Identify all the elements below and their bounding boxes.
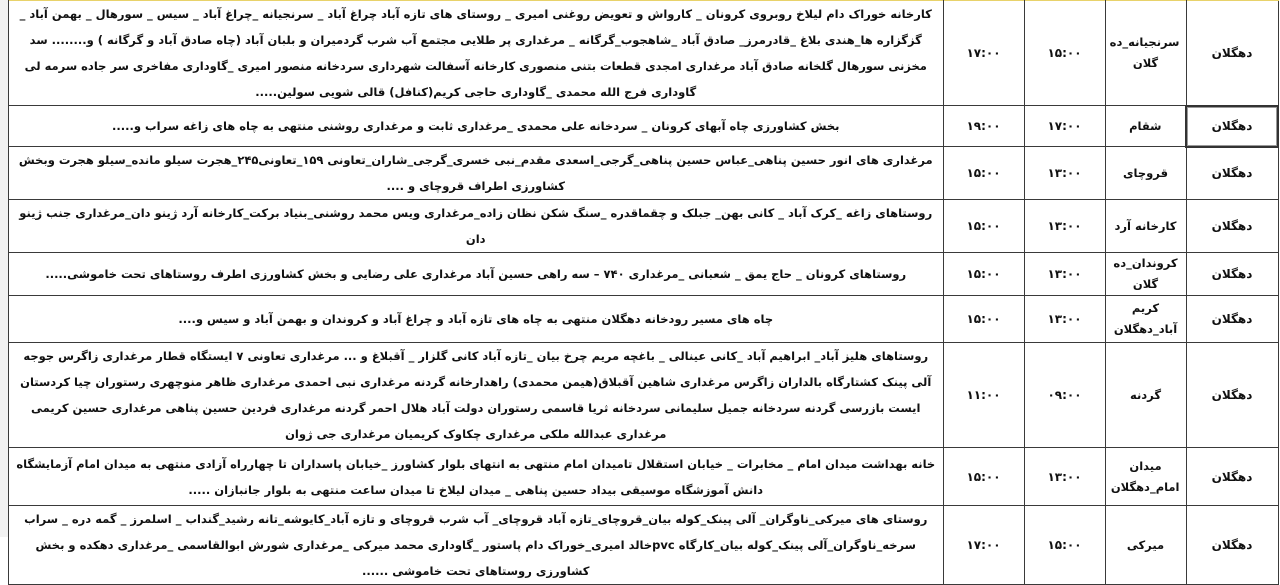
- table-row: [9, 506, 1279, 585]
- description-cell[interactable]: چاه های مسیر رودخانه دهگلان منتهی به چاه های تازه آباد و چراغ آباد و کروندان و بهمن آباد و سیس و....: [9, 296, 944, 343]
- table-row: [9, 296, 1279, 343]
- area-cell[interactable]: کارخانه آرد: [1105, 200, 1186, 253]
- city-cell[interactable]: دهگلان: [1186, 343, 1278, 448]
- city-cell[interactable]: دهگلان: [1186, 296, 1278, 343]
- city-cell[interactable]: دهگلان: [1186, 1, 1278, 106]
- area-cell[interactable]: سرنجیانه_ده گلان: [1105, 1, 1186, 106]
- city-cell[interactable]: دهگلان: [1186, 253, 1278, 296]
- area-cell[interactable]: کروندان_ده گلان: [1105, 253, 1186, 296]
- end-time-cell[interactable]: ۱۹:۰۰: [943, 106, 1024, 147]
- description-cell[interactable]: خانه بهداشت میدان امام _ مخابرات _ خیابان استقلال تامیدان امام منتهی به انتهای بلوار کشاورز _خیابان پاسداران تا چهارراه آزادی منتهی به میدان امام آزمایشگاه دانش آموزشگاه موسیقی بیداد حسین پناهی _ میدان لیلاخ تا میدان ساعت منتهی به بلوار جانبازان .....: [9, 448, 944, 506]
- area-cell[interactable]: گردنه: [1105, 343, 1186, 448]
- start-time-cell[interactable]: ۱۳:۰۰: [1024, 147, 1105, 200]
- end-time-cell[interactable]: ۱۷:۰۰: [943, 1, 1024, 106]
- end-time-cell[interactable]: ۱۵:۰۰: [943, 296, 1024, 343]
- start-time-cell[interactable]: ۱۳:۰۰: [1024, 253, 1105, 296]
- city-cell-selected[interactable]: دهگلان: [1186, 106, 1278, 147]
- start-time-cell[interactable]: ۱۵:۰۰: [1024, 1, 1105, 106]
- outage-schedule-table: [8, 0, 1279, 585]
- end-time-cell[interactable]: ۱۵:۰۰: [943, 200, 1024, 253]
- end-time-cell[interactable]: ۱۱:۰۰: [943, 343, 1024, 448]
- area-cell[interactable]: میدان امام_دهگلان: [1105, 448, 1186, 506]
- end-time-cell[interactable]: ۱۵:۰۰: [943, 147, 1024, 200]
- description-cell[interactable]: روستاهای زاغه _کرک آباد _ کانی بهن_ جبلک و چقماقدره _سنگ شکن نظان زاده_مرغداری ویس محمد روشنی_بنیاد برکت_کارخانه آرد ژینو دان_مرغداری جنب ژینو دان: [9, 200, 944, 253]
- table-row: [9, 343, 1279, 448]
- city-cell[interactable]: دهگلان: [1186, 506, 1278, 585]
- start-time-cell[interactable]: ۱۳:۰۰: [1024, 448, 1105, 506]
- description-cell[interactable]: کارخانه خوراک دام لیلاخ روبروی کرونان _ کارواش و تعویض روغنی امیری _ روستای های تازه آباد چراغ آباد _ سرنجیانه _چراغ آباد _ سیس _ سورهال _ بهمن آباد _ گزگزاره ها_هندی بلاغ _قادرمرز_ صادق آباد _شاهجوب_گرگانه _ مرغداری پر طلایی مجتمع آب شرب گردمیران و بلبان آباد (چاه صادق آباد و گرگانه ) و........ سد مخزنی سورهال گلخانه صادق آباد مرغداری امجدی قطعات بتنی منصوری کارخانه آسفالت شهرداری سردخانه منصور امیری _گاوداری مفاخری سر جاده سرمه لی گاوداری فرج الله محمدی _گاوداری حاجی کریم(کنافل) قالی شویی سولین.....: [9, 1, 944, 106]
- table-row: [9, 448, 1279, 506]
- table-row: [9, 106, 1279, 147]
- area-cell[interactable]: میرکی: [1105, 506, 1186, 585]
- start-time-cell[interactable]: ۰۹:۰۰: [1024, 343, 1105, 448]
- area-cell[interactable]: قروچای: [1105, 147, 1186, 200]
- start-time-cell[interactable]: ۱۳:۰۰: [1024, 200, 1105, 253]
- start-time-cell[interactable]: ۱۷:۰۰: [1024, 106, 1105, 147]
- table-row: [9, 200, 1279, 253]
- city-cell[interactable]: دهگلان: [1186, 448, 1278, 506]
- start-time-cell[interactable]: ۱۳:۰۰: [1024, 296, 1105, 343]
- description-cell[interactable]: بخش کشاورزی چاه آبهای کرونان _ سردخانه علی محمدی _مرغداری ثابت و مرغداری روشنی منتهی به چاه های زاغه سراب و.....: [9, 106, 944, 147]
- description-cell[interactable]: روستاهای کرونان _ حاج یمق _ شعبانی _مرغداری ۷۴۰ – سه راهی حسین آباد مرغداری علی رضایی و بخش کشاورزی اطرف روستاهای تحت خاموشی.....: [9, 253, 944, 296]
- description-cell[interactable]: روستاهای هلیز آباد_ ابراهیم آباد _کانی عینالی _ باغچه مریم چرخ بیان _تازه آباد کانی گلزار _ آقبلاغ و ... مرغداری تعاونی ۷ ایستگاه قطار مرغداری زاگرس جوجه آلی پینک کشتارگاه بالداران زاگرس مرغداری شاهین آقبلاق(هیمن محمدی) راهدارخانه گردنه مرغداری نبی احمدی مرغداری ظاهر منوچهری رستوران چیا کردستان ایست بازرسی گردنه سردخانه جمیل سلیمانی سردخانه ثریا قاسمی رستوران دولت آباد هلال احمر گردنه مرغداری فردین حسین پناهی مرغداری حسین کریمی مرغداری عبدالله ملکی مرغداری چکاوک کریمیان مرغداری جی ژوان: [9, 343, 944, 448]
- area-cell[interactable]: شقام: [1105, 106, 1186, 147]
- table-row: [9, 1, 1279, 106]
- start-time-cell[interactable]: ۱۵:۰۰: [1024, 506, 1105, 585]
- end-time-cell[interactable]: ۱۷:۰۰: [943, 506, 1024, 585]
- description-cell[interactable]: مرغداری های انور حسین پناهی_عباس حسین پناهی_گرجی_اسعدی مقدم_نبی خسری_گرجی_شاران_تعاونی ۱۵۹_تعاونی۲۴۵_هجرت سیلو مانده_سیلو هجرت وبخش کشاورزی اطراف قروچای و ....: [9, 147, 944, 200]
- city-cell[interactable]: دهگلان: [1186, 200, 1278, 253]
- description-cell[interactable]: روستای های میرکی_ناوگران_ آلی پینک_کوله بیان_قروچای_تازه آباد قروچای_ آب شرب قروچای و تازه آباد_کایوشه_تانه رشید_گنداب _ اسلمرز _ گمه دره _ سراب سرخه_ناوگران_آلی پینک_کوله بیان_کارگاه pvcخالد امیری_خوراک دام پاستور _گاوداری محمد میرکی _مرغداری شورش ابوالقاسمی _مرغداری دهکده و بخش کشاورزی روستاهای تحت خاموشی ......: [9, 506, 944, 585]
- end-time-cell[interactable]: ۱۵:۰۰: [943, 448, 1024, 506]
- city-cell[interactable]: دهگلان: [1186, 147, 1278, 200]
- table-row: [9, 253, 1279, 296]
- area-cell[interactable]: کریم آباد_دهگلان: [1105, 296, 1186, 343]
- table-row: [9, 147, 1279, 200]
- end-time-cell[interactable]: ۱۵:۰۰: [943, 253, 1024, 296]
